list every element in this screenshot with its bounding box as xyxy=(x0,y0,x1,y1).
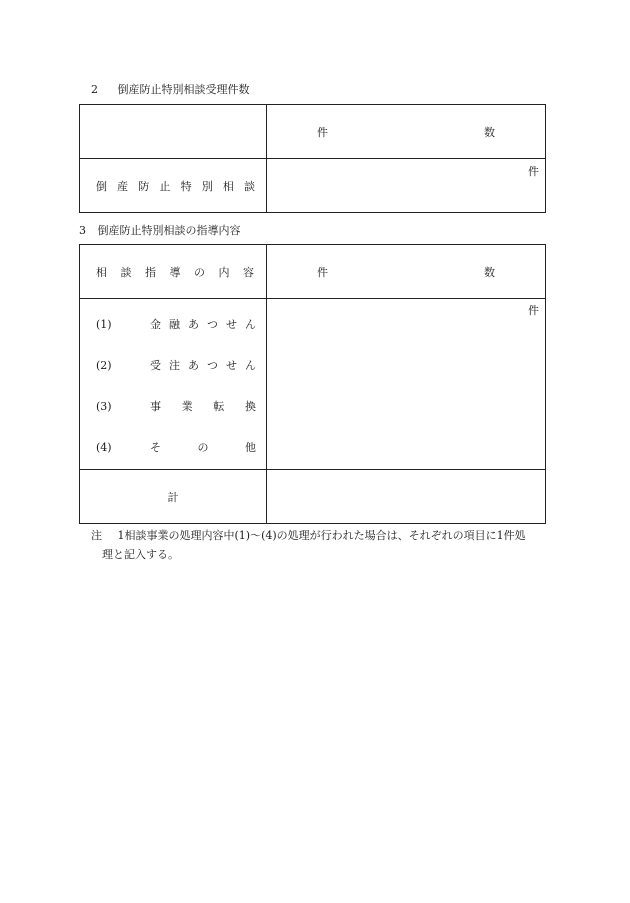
section2-label-char: 別 xyxy=(201,179,213,193)
item-char: つ xyxy=(207,318,218,331)
item-label xyxy=(136,357,256,373)
list-item xyxy=(96,398,256,414)
item-number: (3) xyxy=(96,399,112,413)
item-char: 転 xyxy=(213,400,225,413)
section3-header-char: 内 xyxy=(218,265,230,279)
section3-heading-number: 3 xyxy=(79,224,86,237)
section2-heading-number: 2 xyxy=(91,83,98,96)
section2-heading xyxy=(91,81,250,97)
list-item xyxy=(96,357,256,373)
section3-header-content-cell xyxy=(80,245,267,299)
section3-table xyxy=(79,244,546,524)
section3-header-char: 件 xyxy=(317,265,328,279)
item-char: 注 xyxy=(169,359,180,372)
item-char: せ xyxy=(226,359,237,372)
section2-unit-label: 件 xyxy=(528,165,539,178)
section2-header-row xyxy=(80,105,546,159)
item-char: あ xyxy=(188,359,199,372)
section2-label-char: 産 xyxy=(117,179,129,193)
section3-header-char: 容 xyxy=(243,265,254,279)
section3-header-row xyxy=(80,245,546,299)
section3-header-char: 数 xyxy=(484,265,495,279)
item-char: 受 xyxy=(150,359,161,372)
note-prefix: 注 xyxy=(91,529,102,542)
note-text-1: 1相談事業の処理内容中(1)～(4)の処理が行われた場合は、それぞれの項目に1件処 xyxy=(117,529,526,542)
item-char: せ xyxy=(226,318,237,331)
section2-count-cell xyxy=(267,159,546,213)
item-char: つ xyxy=(207,359,218,372)
section3-unit-label: 件 xyxy=(528,304,539,317)
item-char: 換 xyxy=(244,400,256,413)
item-char: 金 xyxy=(150,318,161,331)
item-label xyxy=(136,316,256,332)
section2-table xyxy=(79,104,546,213)
section3-total-count-cell xyxy=(267,470,546,524)
section3-header-char: 談 xyxy=(120,265,132,279)
section3-header-char: 導 xyxy=(169,265,181,279)
section3-heading xyxy=(79,222,241,238)
item-char: 融 xyxy=(169,318,180,331)
item-label xyxy=(136,398,256,414)
item-number: (2) xyxy=(96,358,112,372)
item-char: ん xyxy=(245,359,256,372)
item-char: 事 xyxy=(150,400,161,413)
section2-header-char: 数 xyxy=(484,125,495,139)
section3-header-count-cell xyxy=(267,245,546,299)
item-char: あ xyxy=(188,318,199,331)
item-char: そ xyxy=(150,441,161,454)
item-char: 他 xyxy=(245,441,256,454)
section2-label-char: 談 xyxy=(243,179,255,193)
item-label xyxy=(136,439,256,455)
section2-header-empty-cell xyxy=(80,105,267,159)
section2-heading-title: 倒産防止特別相談受理件数 xyxy=(117,83,250,96)
item-number: (1) xyxy=(96,317,112,331)
section2-label-char: 特 xyxy=(180,179,192,193)
section3-total-row xyxy=(80,470,546,524)
section2-label-char: 防 xyxy=(138,179,150,193)
section3-header-char: の xyxy=(194,265,205,279)
section3-items-cell xyxy=(80,299,267,470)
section3-header-char: 指 xyxy=(145,265,156,279)
section2-label-char: 倒 xyxy=(96,179,107,193)
note-text-2: 理と記入する。 xyxy=(102,548,179,561)
section3-total-label-cell xyxy=(80,470,267,524)
list-item xyxy=(96,439,256,455)
section2-label-char: 止 xyxy=(159,179,171,193)
section3-items-row xyxy=(80,299,546,470)
item-char: 業 xyxy=(181,400,193,413)
note-line-2 xyxy=(102,546,179,562)
section2-row-label-cell xyxy=(80,159,267,213)
section3-count-cell xyxy=(267,299,546,470)
item-number: (4) xyxy=(96,440,112,454)
section2-label-char: 相 xyxy=(222,179,234,193)
section2-header-count-cell xyxy=(267,105,546,159)
section3-heading-title: 倒産防止特別相談の指導内容 xyxy=(97,224,241,237)
total-label: 計 xyxy=(167,490,179,504)
section2-header-char: 件 xyxy=(317,125,328,139)
section2-data-row xyxy=(80,159,546,213)
note-line-1 xyxy=(91,527,526,543)
list-item xyxy=(96,316,256,332)
item-char: の xyxy=(197,441,209,454)
item-char: ん xyxy=(245,318,256,331)
section3-header-char: 相 xyxy=(96,265,107,279)
